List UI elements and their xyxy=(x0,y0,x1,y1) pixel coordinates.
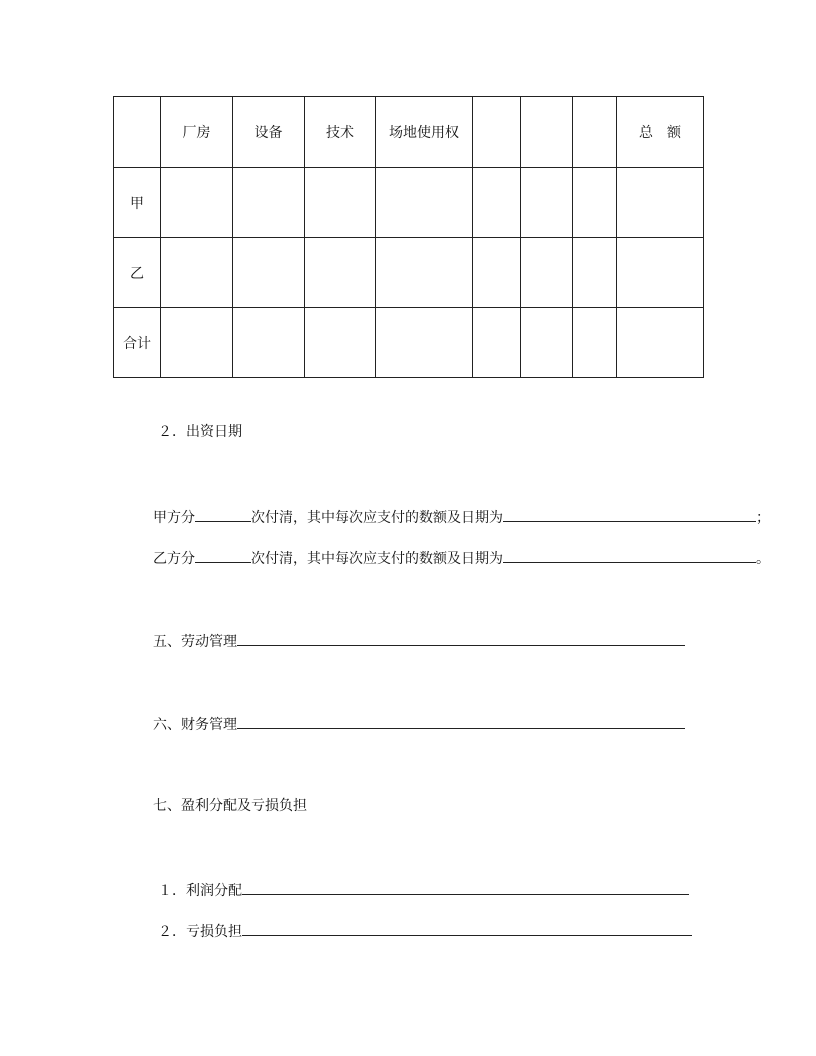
table-cell[interactable] xyxy=(161,238,233,308)
party-b-amount-date-blank[interactable] xyxy=(503,548,756,563)
row-label: 甲 xyxy=(114,168,161,238)
table-cell[interactable] xyxy=(617,238,704,308)
table-cell[interactable] xyxy=(473,308,521,378)
table-header-cell: 技术 xyxy=(305,97,376,168)
party-a-installments-blank[interactable] xyxy=(195,507,251,522)
table-header-cell xyxy=(521,97,573,168)
table-cell[interactable] xyxy=(617,168,704,238)
table-cell[interactable] xyxy=(473,168,521,238)
table-cell[interactable] xyxy=(573,168,617,238)
table-cell[interactable] xyxy=(521,308,573,378)
labor-management-blank[interactable] xyxy=(237,631,685,646)
section-heading-investment-date: ２．出资日期 xyxy=(158,424,242,440)
table-cell[interactable] xyxy=(305,168,376,238)
profit-distribution-label: １．利润分配 xyxy=(158,883,242,899)
table-cell[interactable] xyxy=(521,168,573,238)
row-label: 合计 xyxy=(114,308,161,378)
table-cell[interactable] xyxy=(161,308,233,378)
party-a-middle-text: 次付清，其中每次应支付的数额及日期为 xyxy=(251,510,503,526)
loss-bearing-label: ２．亏损负担 xyxy=(158,924,242,940)
financial-management-label: 六、财务管理 xyxy=(153,717,237,733)
table-cell[interactable] xyxy=(573,238,617,308)
table-cell[interactable] xyxy=(617,308,704,378)
party-a-end-punctuation: ； xyxy=(756,510,770,526)
party-b-prefix: 乙方分 xyxy=(153,551,195,567)
party-b-installments-blank[interactable] xyxy=(195,548,251,563)
loss-bearing-line xyxy=(158,921,692,941)
table-cell[interactable] xyxy=(305,238,376,308)
profit-distribution-blank[interactable] xyxy=(242,880,689,895)
row-label: 乙 xyxy=(114,238,161,308)
party-b-middle-text: 次付清，其中每次应支付的数额及日期为 xyxy=(251,551,503,567)
section-heading-profit-loss: 七、盈利分配及亏损负担 xyxy=(153,798,307,814)
table-row xyxy=(114,308,704,378)
table-cell[interactable] xyxy=(233,308,305,378)
table-cell[interactable] xyxy=(376,238,473,308)
table-row xyxy=(114,168,704,238)
table-header-cell: 厂房 xyxy=(161,97,233,168)
labor-management-line xyxy=(153,631,685,651)
table-cell[interactable] xyxy=(521,238,573,308)
labor-management-label: 五、劳动管理 xyxy=(153,634,237,650)
table-cell[interactable] xyxy=(473,238,521,308)
table-cell[interactable] xyxy=(573,308,617,378)
party-a-prefix: 甲方分 xyxy=(153,510,195,526)
table-header-cell: 场地使用权 xyxy=(376,97,473,168)
table-cell[interactable] xyxy=(233,168,305,238)
table-cell[interactable] xyxy=(161,168,233,238)
table-cell[interactable] xyxy=(305,308,376,378)
table-header-row xyxy=(114,97,704,168)
party-a-amount-date-blank[interactable] xyxy=(503,507,756,522)
financial-management-line xyxy=(153,714,685,734)
profit-distribution-line xyxy=(158,880,689,900)
table-header-cell: 设备 xyxy=(233,97,305,168)
party-a-payment-line xyxy=(153,507,770,527)
party-b-end-punctuation: 。 xyxy=(756,551,770,567)
table-header-cell xyxy=(573,97,617,168)
table-cell[interactable] xyxy=(376,168,473,238)
loss-bearing-blank[interactable] xyxy=(242,921,692,936)
table-header-cell xyxy=(114,97,161,168)
table-row xyxy=(114,238,704,308)
table-header-cell xyxy=(473,97,521,168)
capital-contribution-table xyxy=(113,96,704,378)
financial-management-blank[interactable] xyxy=(237,714,685,729)
table-header-cell: 总 额 xyxy=(617,97,704,168)
party-b-payment-line xyxy=(153,548,770,568)
table-cell[interactable] xyxy=(376,308,473,378)
table-cell[interactable] xyxy=(233,238,305,308)
